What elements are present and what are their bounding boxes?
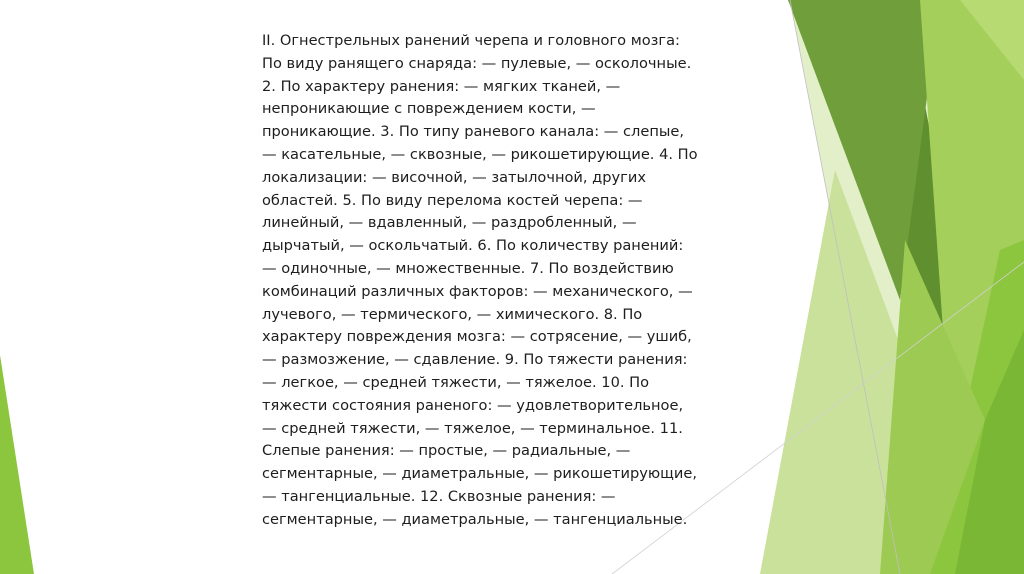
left-edge-facet bbox=[0, 355, 34, 574]
slide-body-text: II. Огнестрельных ранений черепа и головного мозга: По виду ранящего снаряда: — пулевые, — осколочные. 2. По характеру ранения: — мягких тканей, — непроникающие с повреждением кости, — проникающие. 3. По типу раневого канала: — слепые, — касательные, — сквозные, — рикошетирующие. 4. По локализации: — височной, — затылочной, других областей. 5. По виду перелома костей черепа: — линейный, — вдавленный, — раздробленный, — дырчатый, — оскольчатый. 6. По количеству ранений: — одиночные, — множественные. 7. По воздействию комбинаций различных факторов: — механического, — лучевого, — термического, — химического. 8. По характеру повреждения мозга: — сотрясение, — ушиб, — размозжение, — сдавление. 9. По тяжести ранения: — легкое, — средней тяжести, — тяжелое. 10. По тяжести состояния раненого: — удовлетворительное, — средней тяжести, — тяжелое, — терминальное. 11. Слепые ранения: — простые, — радиальные, — сегментарные, — диаметральные, — рикошетирующие, — тангенциальные. 12. Сквозные ранения: — сегментарные, — диаметральные, — тангенциальные. bbox=[262, 32, 698, 528]
